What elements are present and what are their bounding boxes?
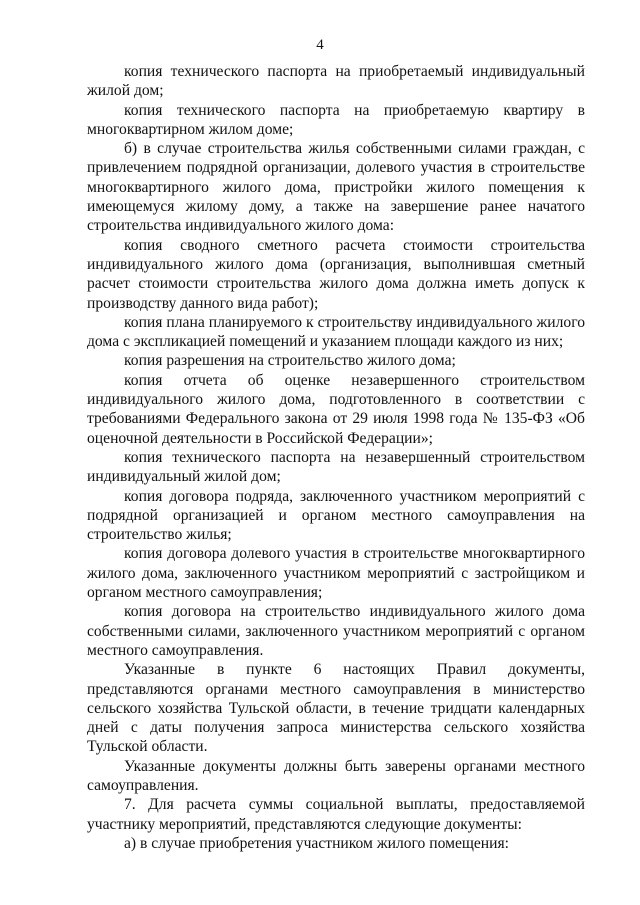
document-body [87,62,585,853]
paragraph-tech-passport-apartment: копия технического паспорта на приобретаемую квартиру в многоквартирном жилом доме; [87,101,585,138]
paragraph-submission-deadline: Указанные в пункте 6 настоящих Правил документы, представляются органами местного самоуправления в министерство сельского хозяйства Тульской области, в течение тридцати календарных дней с даты получения запроса министерства сельского хозяйства Тульской области. [87,661,585,756]
paragraph-contract-agreement: копия договора подряда, заключенного участником мероприятий с подрядной организацией и органом местного самоуправления на строительство жилья; [87,487,585,544]
paragraph-tech-passport-house: копия технического паспорта на приобретаемый индивидуальный жилой дом; [87,63,585,100]
paragraph-construction-case: б) в случае строительства жилья собственными силами граждан, с привлечением подрядной организации, долевого участия в строительстве многоквартирного жилого дома, пристройки жилого помещения к имеющемуся жилому дому, а также на завершение ранее начатого строительства индивидуального жилого дома: [87,140,585,235]
page-number: 4 [316,37,324,53]
paragraph-equity-agreement: копия договора долевого участия в строительстве многоквартирного жилого дома, заключенного участником мероприятий с застройщиком и органом местного самоуправления; [87,545,585,602]
paragraph-own-construction-agreement: копия договора на строительство индивидуального жилого дома собственными силами, заключенного участником мероприятий с органом местного самоуправления. [87,603,585,659]
paragraph-building-permit: копия разрешения на строительство жилого дома; [124,352,456,370]
paragraph-valuation-report: копия отчета об оценке незавершенного строительством индивидуального жилого дома, подготовленного в соответствии с требованиями Федерального закона от 29 июля 1998 года № 135-ФЗ «Об оценочной деятельности в Российской Федерации»; [87,371,585,447]
paragraph-certification: Указанные документы должны быть заверены органами местного самоуправления. [87,757,585,794]
paragraph-section-7a: а) в случае приобретения участником жилого помещения: [124,834,509,852]
paragraph-house-plan: копия плана планируемого к строительству индивидуального жилого дома с экспликацией помещений и указанием площади каждого из них; [87,313,585,351]
paragraph-cost-estimate: копия сводного сметного расчета стоимости строительства индивидуального жилого дома (организация, выполнившая сметный расчет стоимости строительства жилого дома должна иметь допуск к производству данного вида работ); [87,236,585,312]
paragraph-unfinished-passport: копия технического паспорта на незавершенный строительством индивидуальный жилой дом; [87,448,585,486]
paragraph-section-7: 7. Для расчета суммы социальной выплаты, предоставляемой участнику мероприятий, представляются следующие документы: [87,796,585,833]
